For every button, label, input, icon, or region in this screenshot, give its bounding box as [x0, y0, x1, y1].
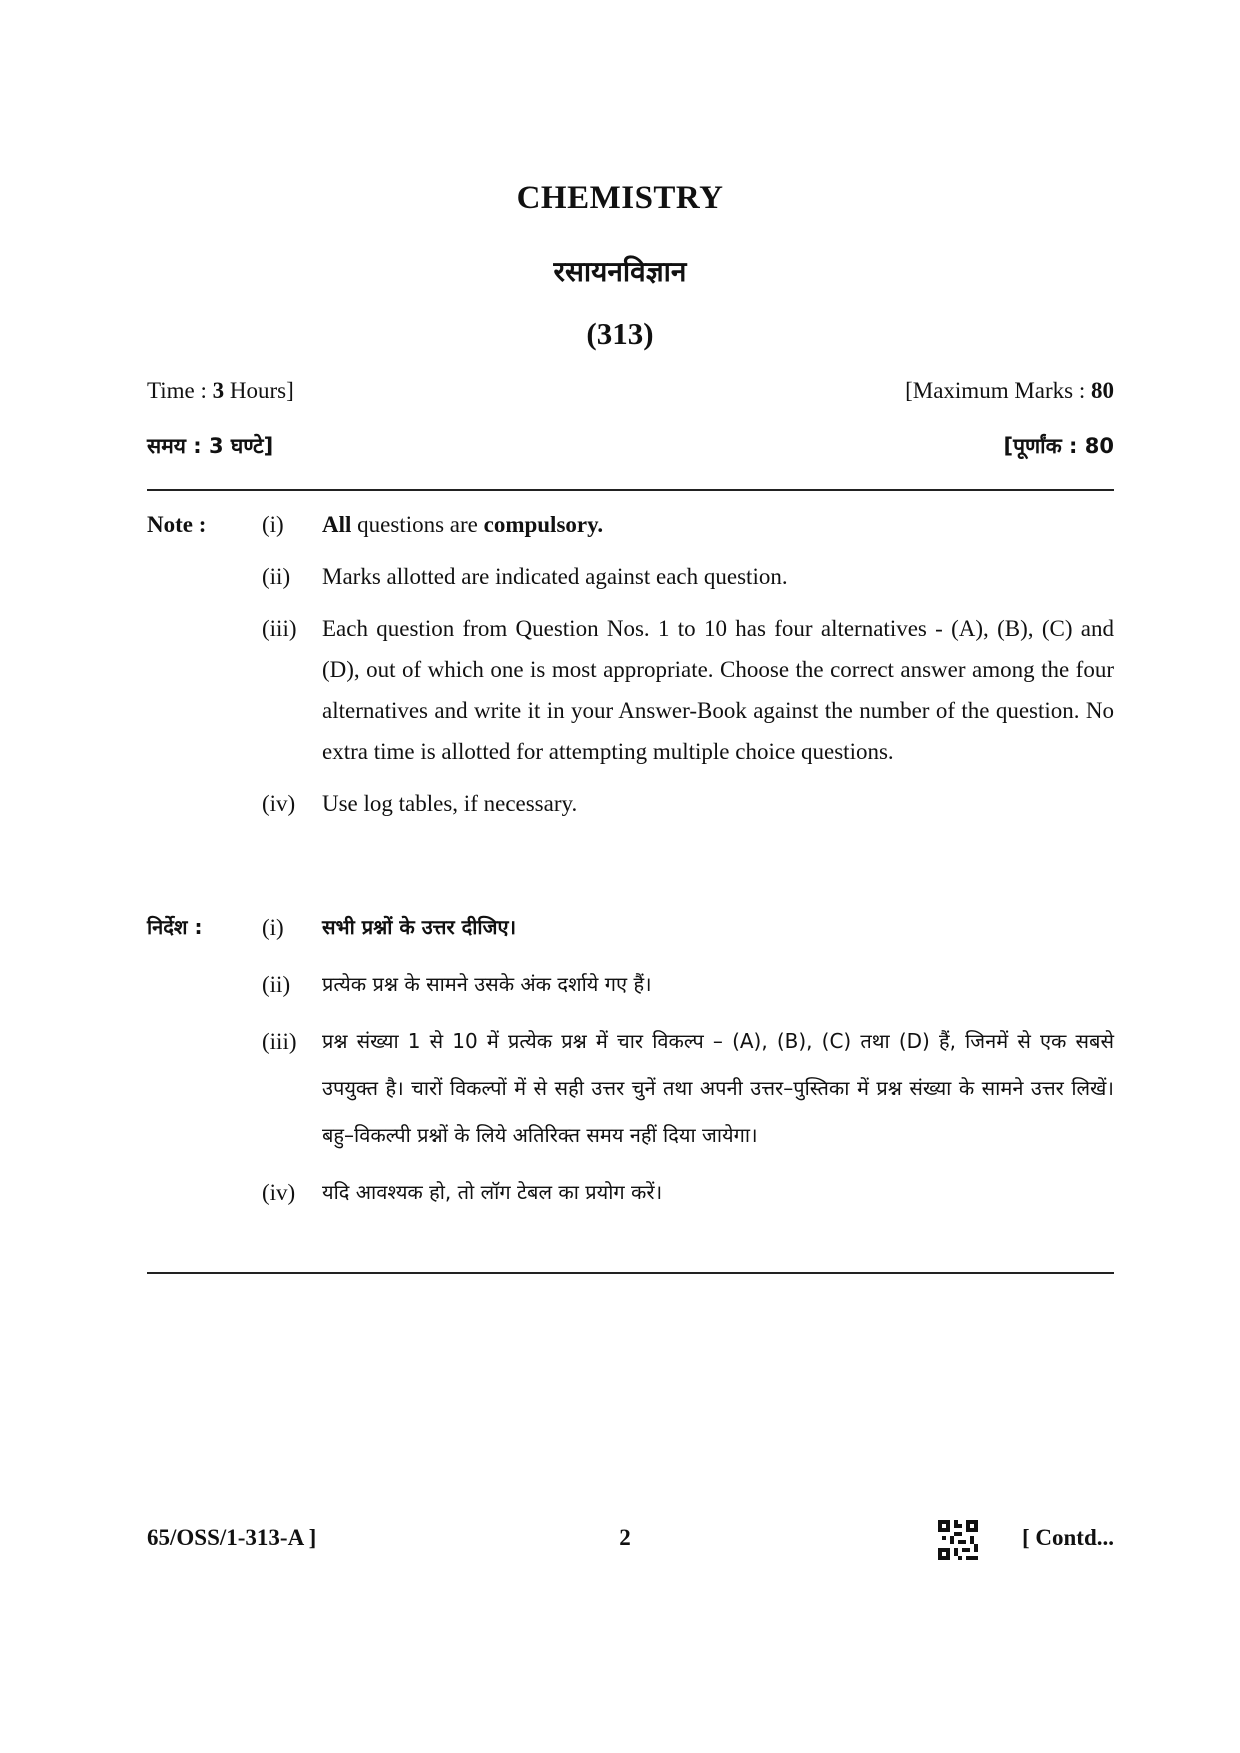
note-item-hindi: (i) सभी प्रश्नों के उत्तर दीजिए।: [262, 915, 517, 940]
time-info-hindi: समय : 3 घण्टे]: [147, 434, 274, 458]
page-number: 2: [619, 1525, 631, 1550]
max-marks-info-hindi: [पूर्णांक : 80: [1003, 434, 1114, 458]
paper-code: 65/OSS/1-313-A ]: [147, 1525, 317, 1550]
note-label-hindi: निर्देश :: [147, 915, 203, 939]
qr-code-icon: [938, 1520, 978, 1560]
note-item: (iv) Use log tables, if necessary.: [262, 791, 578, 816]
subject-code: (313): [586, 316, 654, 351]
max-marks-info: [Maximum Marks : 80: [905, 378, 1114, 403]
page-title-hindi: रसायनविज्ञान: [553, 255, 687, 288]
note-item: (iii) Each question from Question Nos. 1 to 10 has four alternatives - (A), (B), (C) and (D), out of which one is most appropriate. Choose the correct answer among the four alternatives and write it in your Answer-Book against the number of the question. No extra time is allotted for attempting multiple choice questions.: [262, 616, 1114, 764]
note-label: Note :: [147, 512, 207, 537]
note-item-hindi: (iii) प्रश्न संख्या 1 से 10 में प्रत्येक प्रश्न में चार विकल्प – (A), (B), (C) तथा (D) हैं, जिनमें से एक सबसे उपयुक्त है। चारों विकल्पों में से सही उत्तर चुनें तथा अपनी उत्तर–पुस्तिका में प्रश्न संख्या के सामने उत्तर लिखें। बहु–विकल्पी प्रश्नों के लिये अतिरिक्त समय नहीं दिया जायेगा।: [262, 1029, 1114, 1147]
note-item-hindi: (iv) यदि आवश्यक हो, तो लॉग टेबल का प्रयोग करें।: [262, 1180, 663, 1205]
note-item-hindi: (ii) प्रत्येक प्रश्न के सामने उसके अंक दर्शाये गए हैं।: [262, 972, 652, 997]
continued-label: [ Contd...: [1021, 1525, 1114, 1550]
time-info: Time : 3 Hours]: [147, 378, 294, 403]
page-title: CHEMISTRY: [516, 180, 724, 216]
time-marks-row-hindi: [147, 432, 1114, 460]
divider-top: [147, 489, 1114, 491]
divider-bottom: [147, 1272, 1114, 1274]
note-item: (ii) Marks allotted are indicated against each question.: [262, 564, 788, 589]
time-marks-row: [147, 378, 1114, 404]
note-item: (i) All questions are compulsory.: [262, 512, 604, 537]
